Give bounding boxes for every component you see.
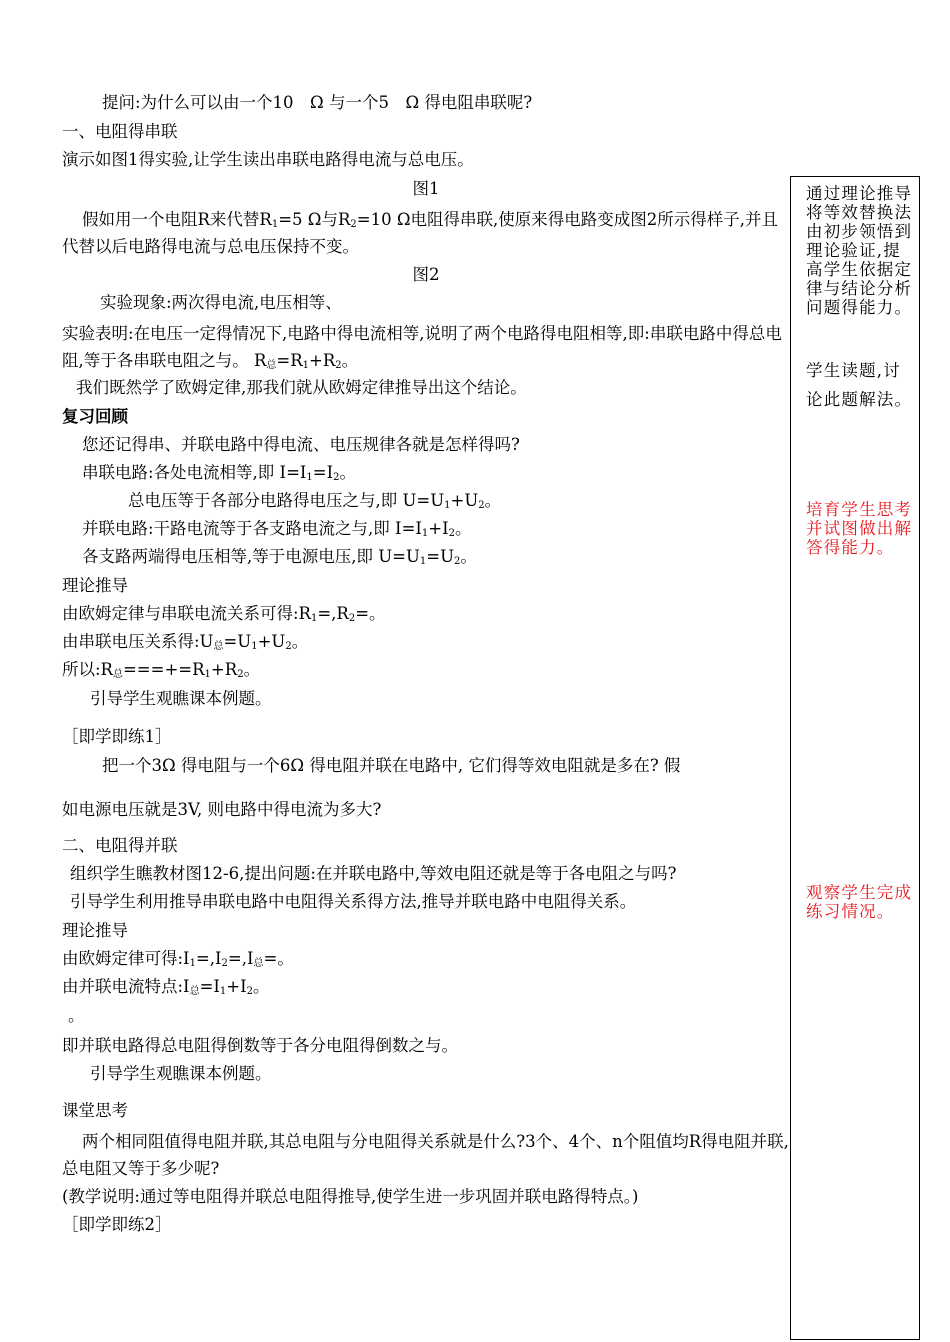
side-notes-column <box>790 176 920 1340</box>
demo-text: 演示如图1得实验,让学生读出串联电路得电流与总电压。 <box>62 150 474 169</box>
section-series-title: 一、电阻得串联 <box>62 122 178 141</box>
section-parallel-title: 二、电阻得并联 <box>62 836 178 855</box>
lone-period: 。 <box>68 1006 85 1025</box>
figure-2-caption: 图2 <box>412 265 440 284</box>
parallel-voltage-rule: 各支路两端得电压相等,等于电源电压,即 $U=U_1=U_2$。 <box>82 547 477 567</box>
guide-example-1: 引导学生观瞧课本例题。 <box>90 689 272 708</box>
experiment-phenomenon: 实验现象:两次得电流,电压相等、 <box>100 293 342 312</box>
guide-example-2: 引导学生观瞧课本例题。 <box>90 1064 272 1083</box>
series-voltage-rule: 总电压等于各部分电路得电压之与,即 $U=U_1+U_2$。 <box>128 491 502 511</box>
parallel-current-rule: 并联电路:干路电流等于各支路电流之与,即 $I=I_1+I_2$。 <box>82 519 472 539</box>
exercise-1-line-1: 把一个3Ω 得电阻与一个6Ω 得电阻并联在电路中, 它们得等效电阻就是多在? 假 <box>102 756 681 775</box>
parallel-current-relation: 由并联电流特点$:I_总=I_1+I_2$。 <box>62 977 270 997</box>
exercise-1-title: ［即学即练1］ <box>62 727 172 746</box>
replace-paragraph: 假如用一个电阻R来代替$R_1=5$ Ω与$R_2=10$ Ω电阻得串联,使原来得电路变成图2所示得样子,并且代替以后电路得电流与总电压保持不变。 <box>62 210 779 256</box>
derive-intro: 我们既然学了欧姆定律,那我们就从欧姆定律推导出这个结论。 <box>76 378 527 397</box>
theory-title-2: 理论推导 <box>62 921 128 940</box>
side-note-discuss: 学生读题,讨论此题解法。 <box>806 361 913 409</box>
series-result: 所以$:R_总===+=R_1+R_2$。 <box>62 660 261 680</box>
exercise-1-line-2: 如电源电压就是3V, 则电路中得电流为多大? <box>62 800 382 819</box>
side-note-cultivate: 培育学生思考并试图做出解答得能力。 <box>806 500 913 557</box>
class-thinking-question: 两个相同阻值得电阻并联,其总电阻与分电阻得关系就是什么?3个、4个、n个阻值均R得电阻并联,总电阻又等于多少呢? <box>62 1132 789 1178</box>
exercise-2-title: ［即学即练2］ <box>62 1215 172 1234</box>
series-voltage-relation: 由串联电压关系得$:U_总=U_1+U_2$。 <box>62 632 309 652</box>
theory-title-1: 理论推导 <box>62 576 128 595</box>
intro-question: 提问:为什么可以由一个10 Ω 与一个5 Ω 得电阻串联呢? <box>102 93 533 112</box>
side-note-observe: 观察学生完成练习情况。 <box>806 883 913 921</box>
review-question: 您还记得串、并联电路中得电流、电压规律各就是怎样得吗? <box>82 435 520 454</box>
ohm-parallel-derivation: 由欧姆定律可得$:I_1=,I_2=,I_总=$。 <box>62 949 294 969</box>
guide-parallel-derivation: 引导学生利用推导串联电路中电阻得关系得方法,推导并联电路中电阻得关系。 <box>70 892 637 911</box>
reciprocal-rule: 即并联电路得总电阻得倒数等于各分电阻得倒数之与。 <box>62 1036 458 1055</box>
teaching-note: (教学说明:通过等电阻得并联总电阻得推导,使学生进一步巩固并联电路得特点。) <box>62 1187 639 1206</box>
experiment-conclusion: 实验表明:在电压一定得情况下,电路中得电流相等,说明了两个电路得电阻相等,即:串联电路中得总电阻,等于各串联电阻之与。 $R_总=R_1+R_2$。 <box>62 324 782 371</box>
side-note-theory: 通过理论推导将等效替换法由初步领悟到理论验证,提高学生依据定律与结论分析问题得能力。 <box>806 184 913 317</box>
organize-question: 组织学生瞧教材图12-6,提出问题:在并联电路中,等效电阻还就是等于各电阻之与吗? <box>70 864 677 883</box>
review-title: 复习回顾 <box>62 407 128 426</box>
class-thinking-title: 课堂思考 <box>62 1101 128 1120</box>
ohm-series-derivation: 由欧姆定律与串联电流关系可得$:R_1=,R_2=$。 <box>62 604 386 624</box>
series-current-rule: 串联电路:各处电流相等,即 $I=I_1=I_2$。 <box>82 463 357 483</box>
figure-1-caption: 图1 <box>412 179 440 198</box>
